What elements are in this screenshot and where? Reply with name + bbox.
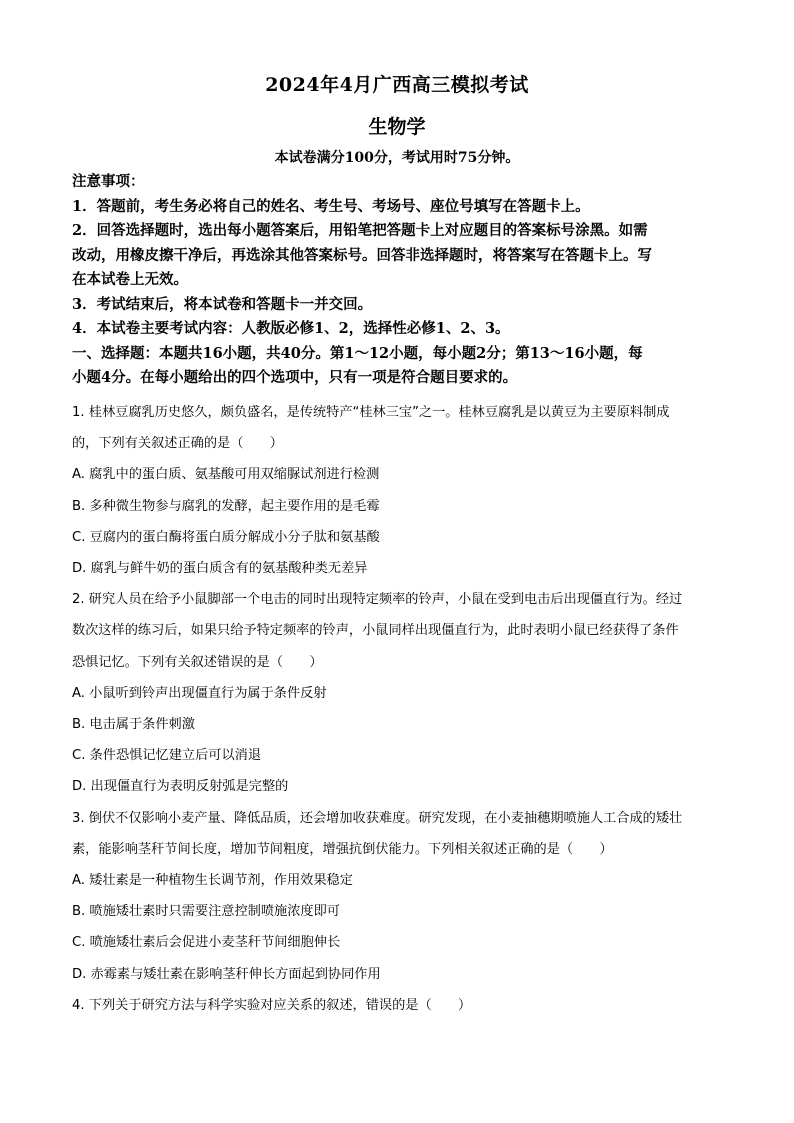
question-stem-line: 恐惧记忆。下列有关叙述错误的是（ ）: [72, 654, 323, 670]
exam-info: 本试卷满分100分，考试用时75分钟。: [274, 150, 520, 166]
answer-option: A. 腐乳中的蛋白质、氨基酸可用双缩脲试剂进行检测: [72, 467, 380, 483]
answer-option: C. 豆腐内的蛋白酶将蛋白质分解成小分子肽和氨基酸: [72, 529, 380, 545]
subject-title: 生物学: [368, 116, 426, 138]
answer-option: D. 出现僵直行为表明反射弧是完整的: [72, 779, 289, 795]
answer-option: A. 矮壮素是一种植物生长调节剂，作用效果稳定: [72, 873, 353, 889]
question-stem-line: 3. 倒伏不仅影响小麦产量、降低品质，还会增加收获难度。研究发现，在小麦抽穗期喷施人工合成的矮壮: [72, 810, 683, 826]
exam-title: 2024年4月广西高三模拟考试: [265, 74, 529, 96]
answer-option: B. 喷施矮壮素时只需要注意控制喷施浓度即可: [72, 904, 340, 920]
answer-option: C. 条件恐惧记忆建立后可以消退: [72, 748, 262, 764]
note-item: 3．考试结束后，将本试卷和答题卡一并交回。: [72, 295, 373, 313]
notes-section: [72, 170, 722, 391]
section-heading-line: 一、选择题：本题共16小题，共40分。第1～12小题，每小题2分；第13～16小题，每: [72, 344, 643, 362]
question-stem-line: 的，下列有关叙述正确的是（ ）: [72, 436, 283, 452]
answer-option: B. 多种微生物参与腐乳的发酵，起主要作用的是毛霉: [72, 498, 380, 514]
note-item: 4．本试卷主要考试内容：人教版必修1、2，选择性必修1、2、3。: [72, 320, 510, 337]
questions-list: [72, 397, 722, 1021]
note-item: 在本试卷上无效。: [72, 271, 188, 288]
note-item: 改动，用橡皮擦干净后，再选涂其他答案标号。回答非选择题时，将答案写在答题卡上。写: [72, 246, 652, 264]
answer-option: A. 小鼠听到铃声出现僵直行为属于条件反射: [72, 685, 327, 701]
question-stem-line: 数次这样的练习后，如果只给予特定频率的铃声，小鼠同样出现僵直行为，此时表明小鼠已经获得了条件: [72, 623, 679, 639]
section-heading-line: 小题4分。在每小题给出的四个选项中，只有一项是符合题目要求的。: [72, 369, 518, 386]
answer-option: D. 赤霉素与矮壮素在影响茎秆伸长方面起到协同作用: [72, 966, 381, 982]
question-stem-line: 素，能影响茎秆节间长度，增加节间粗度，增强抗倒伏能力。下列相关叙述正确的是（ ）: [72, 841, 613, 857]
answer-option: B. 电击属于条件刺激: [72, 717, 195, 733]
question-stem-line: 2. 研究人员在给予小鼠脚部一个电击的同时出现特定频率的铃声，小鼠在受到电击后出现僵直行为。经过: [72, 592, 683, 608]
notes-heading: 注意事项：: [72, 173, 145, 190]
question-stem-line: 1. 桂林豆腐乳历史悠久，颇负盛名，是传统特产“桂林三宝”之一。桂林豆腐乳是以黄豆为主要原料制成: [72, 405, 670, 420]
question-stem-line: 4. 下列关于研究方法与科学实验对应关系的叙述，错误的是（ ）: [72, 997, 472, 1013]
answer-option: C. 喷施矮壮素后会促进小麦茎秆节间细胞伸长: [72, 935, 341, 951]
note-item: 1．答题前，考生务必将自己的姓名、考生号、考场号、座位号填写在答题卡上。: [72, 197, 590, 215]
answer-option: D. 腐乳与鲜牛奶的蛋白质含有的氨基酸种类无差异: [72, 561, 368, 577]
note-item: 2．回答选择题时，选出每小题答案后，用铅笔把答题卡上对应题目的答案标号涂黑。如需: [72, 222, 648, 239]
